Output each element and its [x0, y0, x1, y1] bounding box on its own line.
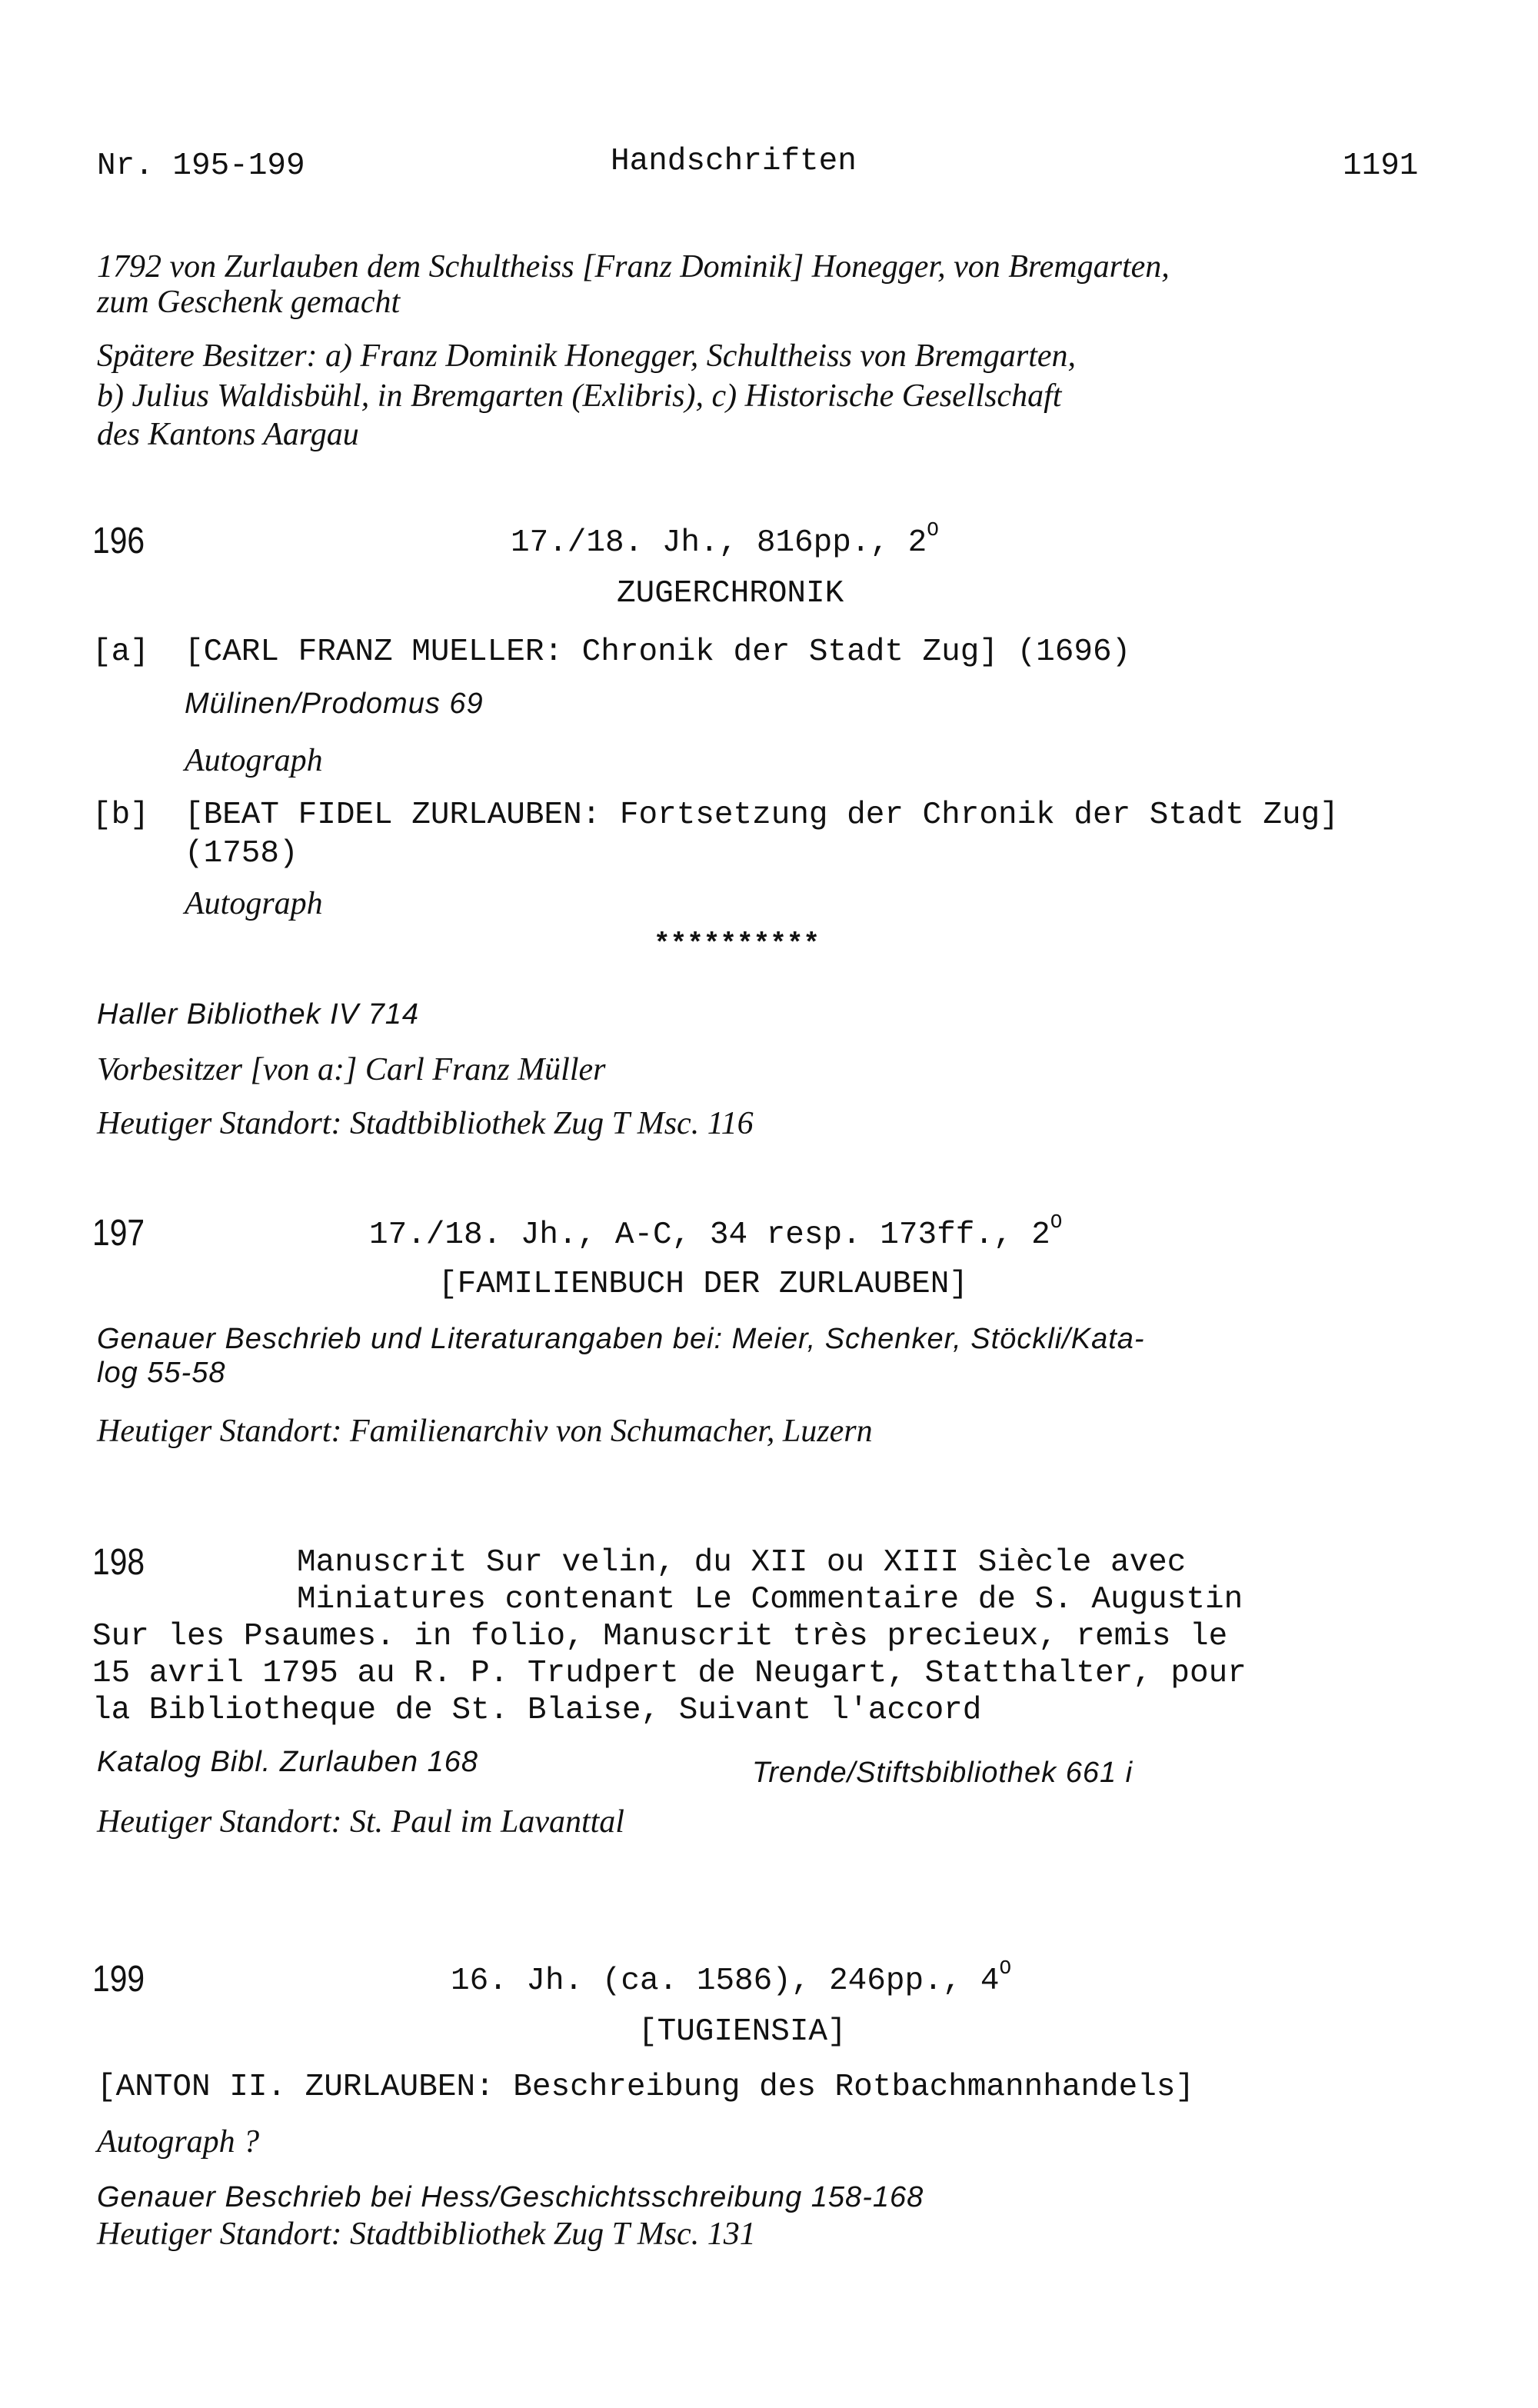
entry199-title: [TUGIENSIA] — [638, 2014, 847, 2050]
entry199-date: 16. Jh. (ca. 1586), 246pp., $4^O$ — [451, 1957, 1012, 1999]
entry195-text-line1: 1792 von Zurlauben dem Schultheiss [Franz Dominik] Honegger, von Bremgarten, — [97, 249, 1170, 285]
entry197-description-line1: Genauer Beschrieb und Literaturangaben bei: Meier, Schenker, Stöckli/Kata- — [97, 1323, 1145, 1355]
entry196-a-reference: Mülinen/Prodomus 69 — [185, 688, 484, 720]
entry196-b-label: [b] — [92, 798, 149, 833]
entry199-text: [ANTON II. ZURLAUBEN: Beschreibung des Rotbachmannhandels] — [97, 2070, 1195, 2105]
entry196-b-text-line2: (1758) — [185, 836, 298, 871]
entry197-format-sup: O — [1050, 1211, 1063, 1234]
entry197-date: 17./18. Jh., A-C, 34 resp. 173ff., $2^O$ — [369, 1211, 1063, 1253]
entry199-current-location: Heutiger Standort: Stadtbibliothek Zug T Msc. 131 — [97, 2216, 756, 2252]
entry198-text-line4: 15 avril 1795 au R. P. Trudpert de Neugart, Statthalter, pour — [92, 1656, 1247, 1691]
entry199-description: Genauer Beschrieb bei Hess/Geschichtsschreibung 158-168 — [97, 2181, 924, 2213]
page-number: 1191 — [1343, 148, 1419, 184]
entry197-title: [FAMILIENBUCH DER ZURLAUBEN] — [438, 1267, 968, 1302]
entry196-haller-reference: Haller Bibliothek IV 714 — [97, 998, 419, 1031]
entry196-format-sup: O — [927, 518, 939, 541]
entry198-text-line2: Miniatures contenant Le Commentaire de S. Augustin — [297, 1582, 1243, 1617]
section-separator-stars: ********** — [654, 928, 821, 960]
entry199-format-sup: O — [999, 1957, 1012, 1980]
entry198-current-location: Heutiger Standort: St. Paul im Lavanttal — [97, 1804, 624, 1840]
header-range: Nr. 195-199 — [97, 148, 305, 184]
entry198-text-line1: Manuscrit Sur velin, du XII ou XIII Siècle avec — [297, 1545, 1187, 1580]
entry195-owners-line1: Spätere Besitzer: a) Franz Dominik Honegger, Schultheiss von Bremgarten, — [97, 338, 1077, 374]
entry199-number: 199 — [92, 1959, 145, 2000]
header-title: Handschriften — [611, 144, 857, 179]
entry196-b-text-line1: [BEAT FIDEL ZURLAUBEN: Fortsetzung der Chronik der Stadt Zug] — [185, 798, 1339, 833]
entry195-owners-line2: b) Julius Waldisbühl, in Bremgarten (Exlibris), c) Historische Gesellschaft — [97, 378, 1062, 414]
entry196-b-autograph: Autograph — [185, 886, 323, 921]
entry197-current-location: Heutiger Standort: Familienarchiv von Schumacher, Luzern — [97, 1414, 873, 1449]
entry199-autograph: Autograph ? — [97, 2124, 260, 2160]
entry197-number: 197 — [92, 1213, 145, 1254]
entry197-description-line2: log 55-58 — [97, 1357, 226, 1389]
entry196-current-location: Heutiger Standort: Stadtbibliothek Zug T Msc. 116 — [97, 1106, 754, 1141]
entry196-a-autograph: Autograph — [185, 743, 323, 778]
entry198-text-line3: Sur les Psaumes. in folio, Manuscrit très precieux, remis le — [92, 1619, 1228, 1654]
entry196-date: 17./18. Jh., 816pp., $2^O$ — [511, 518, 939, 561]
entry198-text-line5: la Bibliotheque de St. Blaise, Suivant l'accord — [92, 1693, 982, 1728]
entry196-title: ZUGERCHRONIK — [617, 576, 844, 611]
entry195-owners-line3: des Kantons Aargau — [97, 417, 359, 452]
entry198-trende-reference: Trende/Stiftsbibliothek 661 i — [752, 1757, 1134, 1789]
entry196-number: 196 — [92, 521, 145, 561]
entry198-number: 198 — [92, 1542, 145, 1583]
entry195-text-line2: zum Geschenk gemacht — [97, 285, 401, 320]
entry196-a-text: [CARL FRANZ MUELLER: Chronik der Stadt Zug] (1696) — [185, 634, 1131, 670]
entry196-a-label: [a] — [92, 634, 149, 670]
entry196-previous-owner: Vorbesitzer [von a:] Carl Franz Müller — [97, 1052, 606, 1087]
entry198-catalog-reference: Katalog Bibl. Zurlauben 168 — [97, 1746, 478, 1778]
